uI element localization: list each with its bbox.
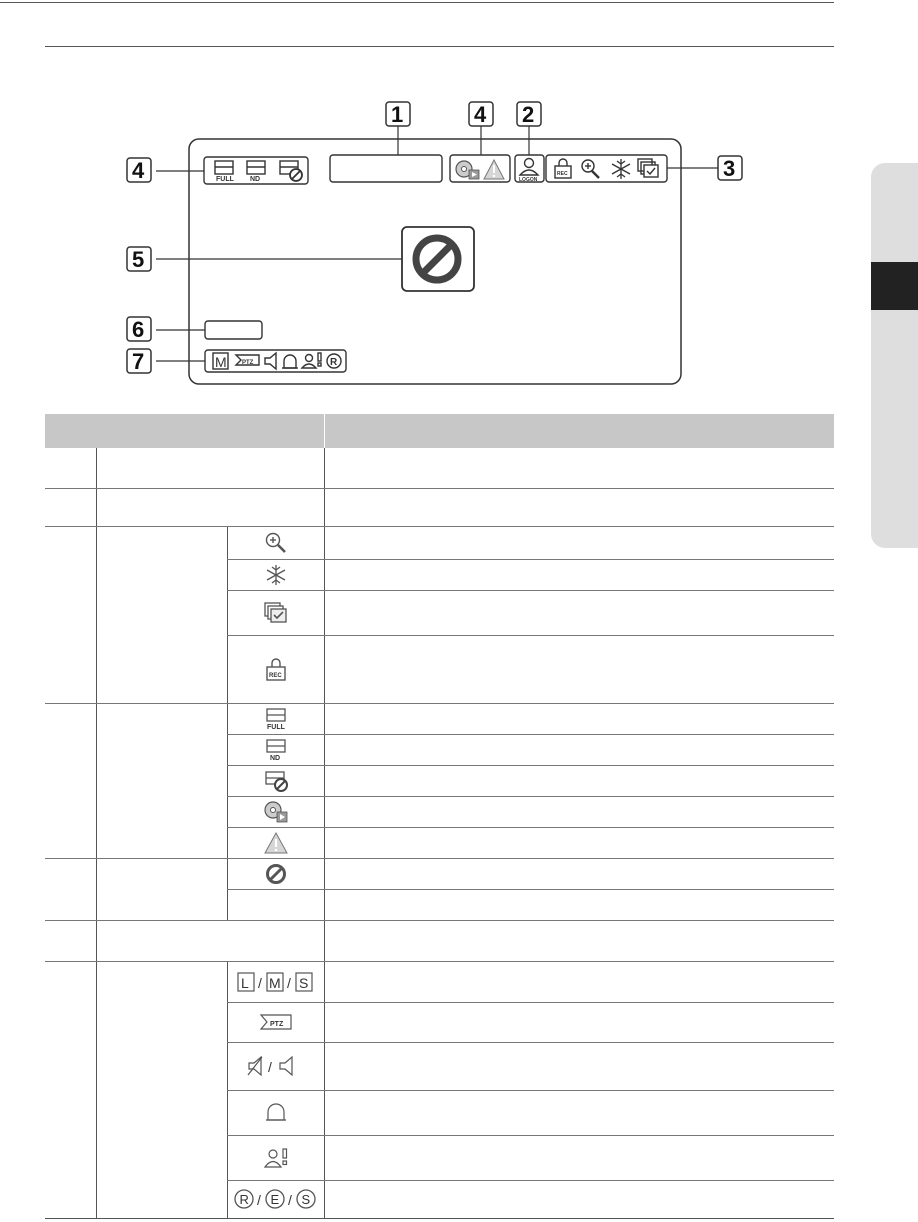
logon-icon (519, 159, 538, 184)
slash-1: / (257, 974, 262, 991)
svg-text:5: 5 (132, 247, 145, 272)
slash: / (267, 1059, 272, 1075)
sequence-icon (263, 601, 289, 625)
svg-text:1: 1 (391, 102, 404, 127)
icon-cell (227, 1135, 324, 1180)
callout-4-left (127, 158, 151, 183)
alarm-icon (264, 1101, 288, 1125)
description-cell (324, 703, 834, 734)
item-name-cell (96, 920, 324, 961)
zoom-icon (264, 531, 288, 555)
mode-r-label: R (330, 357, 338, 368)
description-cell (324, 635, 834, 703)
description-cell (324, 488, 834, 526)
icon-cell (227, 827, 324, 858)
description-cell (324, 1180, 834, 1218)
row-number-cell (45, 488, 96, 526)
item-name-cell (96, 961, 227, 1218)
icon-cell (227, 1090, 324, 1135)
mode-e-label: E (270, 1192, 279, 1207)
hdd-fail-icon (264, 769, 288, 793)
row-number-cell (45, 703, 96, 858)
rec-label: REC (268, 673, 282, 679)
freeze-icon (264, 563, 288, 587)
icon-table (45, 414, 834, 1219)
size-m-label: M (215, 354, 227, 370)
icon-cell (227, 1002, 324, 1042)
ptz-label: PTZ (269, 1021, 283, 1028)
description-cell (324, 1135, 834, 1180)
table-header-description (324, 414, 834, 448)
callout-3 (718, 156, 742, 181)
date-time-box (330, 155, 442, 182)
description-cell (324, 961, 834, 1002)
size-l-label: L (240, 974, 249, 991)
row-number-cell (45, 448, 96, 488)
hdd-fail-icon (280, 161, 302, 181)
row-number-cell (45, 920, 96, 961)
record-mode-icon (233, 1187, 319, 1211)
live-screen-diagram (0, 0, 918, 410)
description-cell (324, 448, 834, 488)
table-header-item (45, 414, 324, 448)
icon-cell (227, 1042, 324, 1090)
ptz-icon (259, 1012, 293, 1032)
logon-label: LOGON (519, 177, 538, 183)
svg-text:3: 3 (723, 156, 736, 181)
audio-icon (246, 1054, 306, 1078)
no-hdd-icon (247, 161, 265, 183)
icon-cell (227, 526, 324, 559)
backup-icon (263, 800, 289, 824)
zoom-icon (582, 160, 599, 178)
hdd-full-icon (215, 161, 235, 183)
svg-text:2: 2 (522, 102, 535, 127)
warning-icon (484, 160, 504, 179)
icon-cell (227, 889, 324, 920)
callout-2 (517, 102, 541, 127)
description-cell (324, 734, 834, 765)
icon-cell (227, 858, 324, 889)
ptz-icon (236, 355, 259, 366)
table-row (45, 448, 834, 488)
icon-cell (227, 765, 324, 796)
no-hdd-icon (264, 738, 288, 762)
callout-7 (127, 349, 151, 374)
icon-cell (227, 961, 324, 1002)
icon-cell (227, 734, 324, 765)
nd-label: ND (269, 754, 280, 762)
warning-icon (263, 831, 289, 855)
svg-text:4: 4 (132, 158, 145, 183)
record-size-icon (213, 353, 228, 370)
no-video-icon (416, 238, 458, 280)
description-cell (324, 796, 834, 827)
icon-cell (227, 1180, 324, 1218)
size-s-label: S (298, 974, 308, 991)
row-number-cell (45, 858, 96, 920)
icon-cell (227, 590, 324, 635)
motion-icon (263, 1146, 289, 1170)
callout-6 (127, 317, 151, 342)
description-cell (324, 1090, 834, 1135)
item-name-cell (96, 858, 227, 920)
callout-5 (127, 247, 151, 272)
table-row (45, 920, 834, 961)
description-cell (324, 1042, 834, 1090)
table-row (45, 961, 834, 1002)
table-row (45, 526, 834, 559)
description-cell (324, 827, 834, 858)
description-cell (324, 1002, 834, 1042)
item-name-cell (96, 448, 324, 488)
hdd-full-icon (264, 707, 288, 731)
no-video-icon (264, 862, 288, 886)
description-cell (324, 590, 834, 635)
description-cell (324, 920, 834, 961)
full-label: FULL (216, 176, 234, 183)
row-number-cell (45, 961, 96, 1218)
table-row (45, 858, 834, 889)
item-name-cell (96, 488, 324, 526)
description-cell (324, 858, 834, 889)
slash-2: / (287, 1192, 292, 1208)
icon-cell (227, 559, 324, 590)
table-row (45, 703, 834, 734)
svg-text:4: 4 (474, 102, 487, 127)
rec-lock-icon (555, 159, 571, 178)
full-label: FULL (266, 723, 285, 731)
slash-2: / (286, 974, 291, 991)
callout-1 (386, 102, 410, 127)
ptz-label: PTZ (242, 360, 254, 366)
table-row (45, 488, 834, 526)
svg-text:6: 6 (132, 317, 145, 342)
svg-text:7: 7 (132, 349, 145, 374)
record-mode-icon (327, 354, 341, 368)
icon-cell (227, 796, 324, 827)
item-name-cell (96, 526, 227, 703)
callout-4-top (469, 102, 493, 127)
audio-icon (265, 353, 276, 369)
sequence-icon (638, 159, 658, 177)
icon-cell (227, 635, 324, 703)
nd-label: ND (250, 176, 261, 183)
description-cell (324, 559, 834, 590)
table-header-row (45, 414, 834, 448)
description-cell (324, 765, 834, 796)
description-cell (324, 889, 834, 920)
row-number-cell (45, 526, 96, 703)
item-name-cell (96, 703, 227, 858)
freeze-icon (612, 159, 630, 179)
alarm-icon (282, 355, 298, 368)
slash-1: / (256, 1192, 261, 1208)
description-cell (324, 526, 834, 559)
record-size-icon (236, 970, 316, 994)
icon-cell (227, 703, 324, 734)
mode-s-label: S (301, 1192, 310, 1207)
motion-icon (302, 353, 321, 368)
rec-lock-icon (264, 656, 288, 682)
camera-name-box (205, 321, 262, 339)
size-m-label: M (268, 974, 281, 991)
backup-icon (456, 161, 479, 179)
mode-r-label: R (239, 1192, 249, 1207)
rec-label: REC (557, 171, 568, 177)
